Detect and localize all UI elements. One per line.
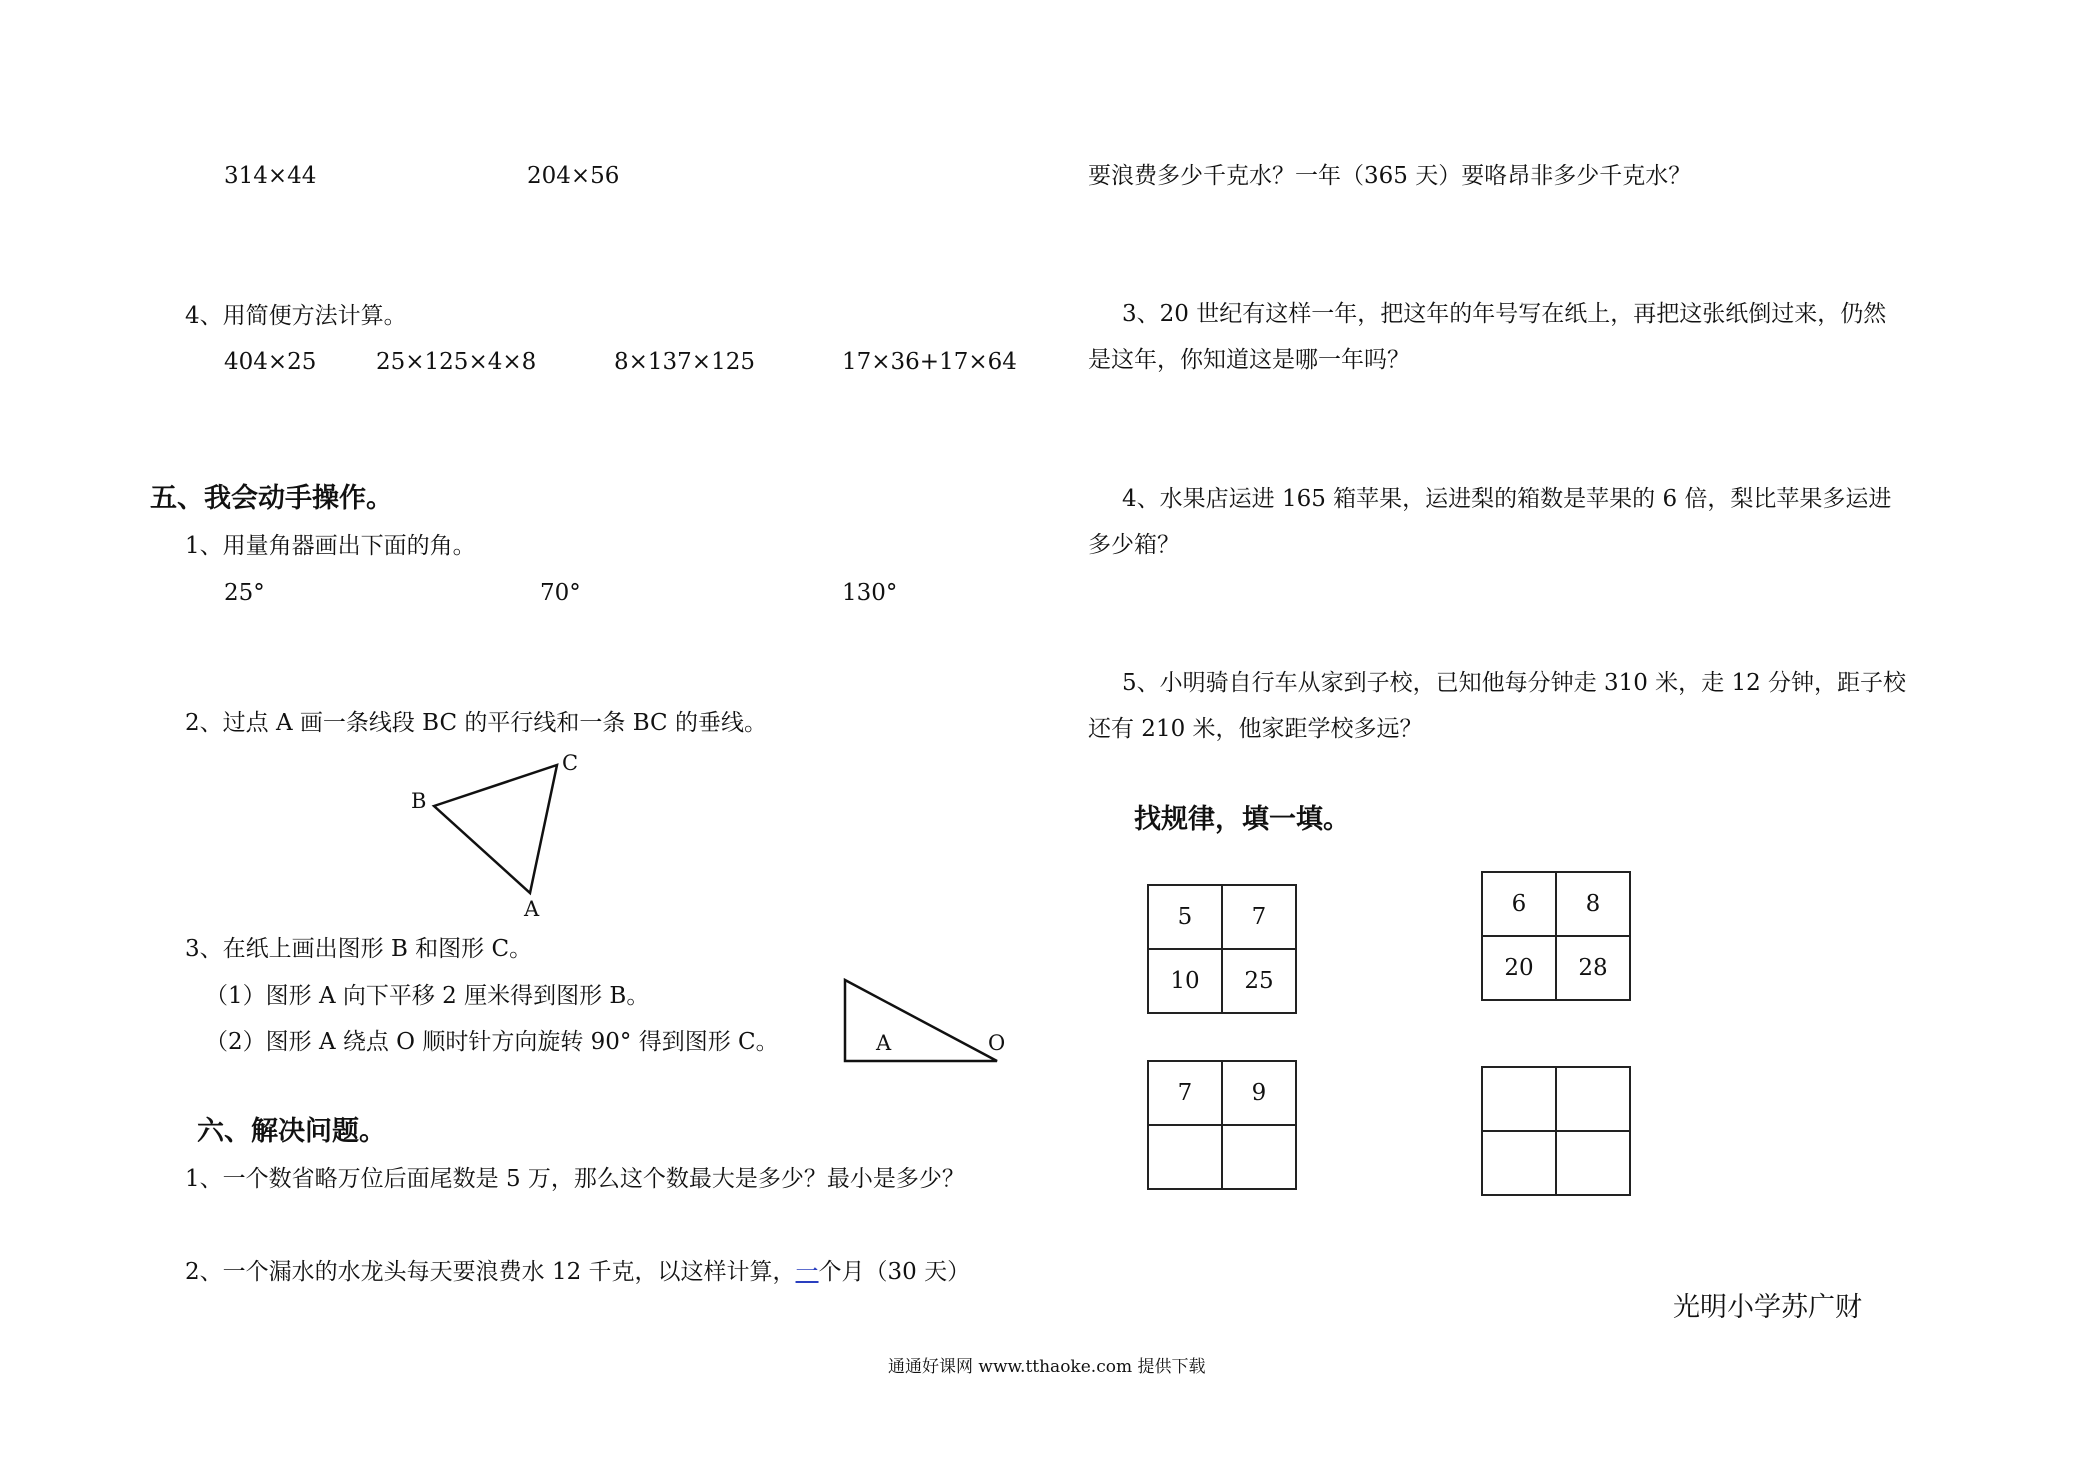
section-6-q2 [185,1261,970,1284]
pattern-grid-3 [1147,1060,1297,1190]
page-footer: 通通好课网 www.tthaoke.com 提供下载 [888,1357,1206,1377]
grid-cell: 8 [1557,873,1629,937]
point-a-label: A [524,897,540,921]
section-5-q3-sub2: （2）图形 A 绕点 O 顺时针方向旋转 90° 得到图形 C。 [205,1029,779,1055]
grid-cell: 25 [1244,968,1274,994]
section-6-title: 六、解决问题。 [197,1116,386,1147]
point-b-label: B [411,789,427,813]
pattern-grid-1 [1147,884,1297,1014]
question-4-prompt: 4、用简便方法计算。 [185,303,407,329]
section-6-q2-mark: 一 [795,1259,819,1285]
right-q4-line2: 多少箱？ [1088,532,1180,558]
section-5-q3-sub1: （1）图形 A 向下平移 2 厘米得到图形 B。 [205,983,650,1009]
grid-cell: 20 [1483,937,1557,999]
grid-cell: 10 [1149,950,1223,1012]
grid-cell: 7 [1223,886,1295,950]
angle-label: 70° [540,580,581,606]
pattern-title: 找规律，填一填。 [1134,804,1350,835]
calc-item: 204×56 [527,163,620,189]
angle-label: 25° [224,580,265,606]
grid-cell: 9 [1223,1062,1295,1126]
grid-cell [1557,1132,1629,1194]
author-signature: 光明小学苏广财 [1673,1292,1862,1323]
calc-item: 404×25 [224,349,317,375]
grid-cell [1149,1126,1223,1188]
section-5-q1-prompt: 1、用量角器画出下面的角。 [185,533,476,559]
section-6-q2-text-a: 2、一个漏水的水龙头每天要浪费水 12 千克，以这样计算， [185,1259,796,1285]
calc-item: 314×44 [224,163,317,189]
right-q5-line2: 还有 210 米，他家距学校多远？ [1088,716,1423,742]
grid-cell: 6 [1483,873,1557,937]
section-6-q1: 1、一个数省略万位后面尾数是 5 万，那么这个数最大是多少？最小是多少？ [185,1166,965,1192]
right-triangle-a [845,980,997,1061]
grid-cell: 28 [1578,955,1608,981]
grid-cell: 5 [1149,886,1223,950]
point-o-label: O [988,1031,1006,1055]
grid-cell [1483,1068,1557,1132]
right-q5-line1: 5、小明骑自行车从家到子校，已知他每分钟走 310 米，走 12 分钟，距子校 [1122,670,1907,696]
section-5-q3-prompt: 3、在纸上画出图形 B 和图形 C。 [185,936,533,962]
calc-item: 25×125×4×8 [376,349,537,375]
right-q4-line1: 4、水果店运进 165 箱苹果，运进梨的箱数是苹果的 6 倍，梨比苹果多运进 [1122,486,1892,512]
angle-label: 130° [842,580,898,606]
right-q3-line2: 是这年，你知道这是哪一年吗？ [1088,347,1410,373]
section-5-title: 五、我会动手操作。 [150,483,393,514]
grid-cell [1557,1068,1629,1132]
right-q3-line1: 3、20 世纪有这样一年，把这年的年号写在纸上，再把这张纸倒过来，仍然 [1122,301,1887,327]
section-5-q2-prompt: 2、过点 A 画一条线段 BC 的平行线和一条 BC 的垂线。 [185,710,767,736]
pattern-grid-4 [1481,1066,1631,1196]
point-c-label: C [562,751,579,775]
shape-a-label: A [876,1031,892,1055]
grid-cell: 7 [1149,1062,1223,1126]
grid-cell [1483,1132,1557,1194]
calc-item: 17×36+17×64 [842,349,1017,375]
section-6-q2-text-b: 个月（30 天） [818,1259,971,1285]
right-q2-continuation: 要浪费多少千克水？一年（365 天）要咯昂非多少千克水？ [1088,163,1692,189]
grid-cell [1223,1126,1295,1188]
triangle-abc [434,765,557,893]
pattern-grid-2 [1481,871,1631,1001]
calc-item: 8×137×125 [614,349,755,375]
